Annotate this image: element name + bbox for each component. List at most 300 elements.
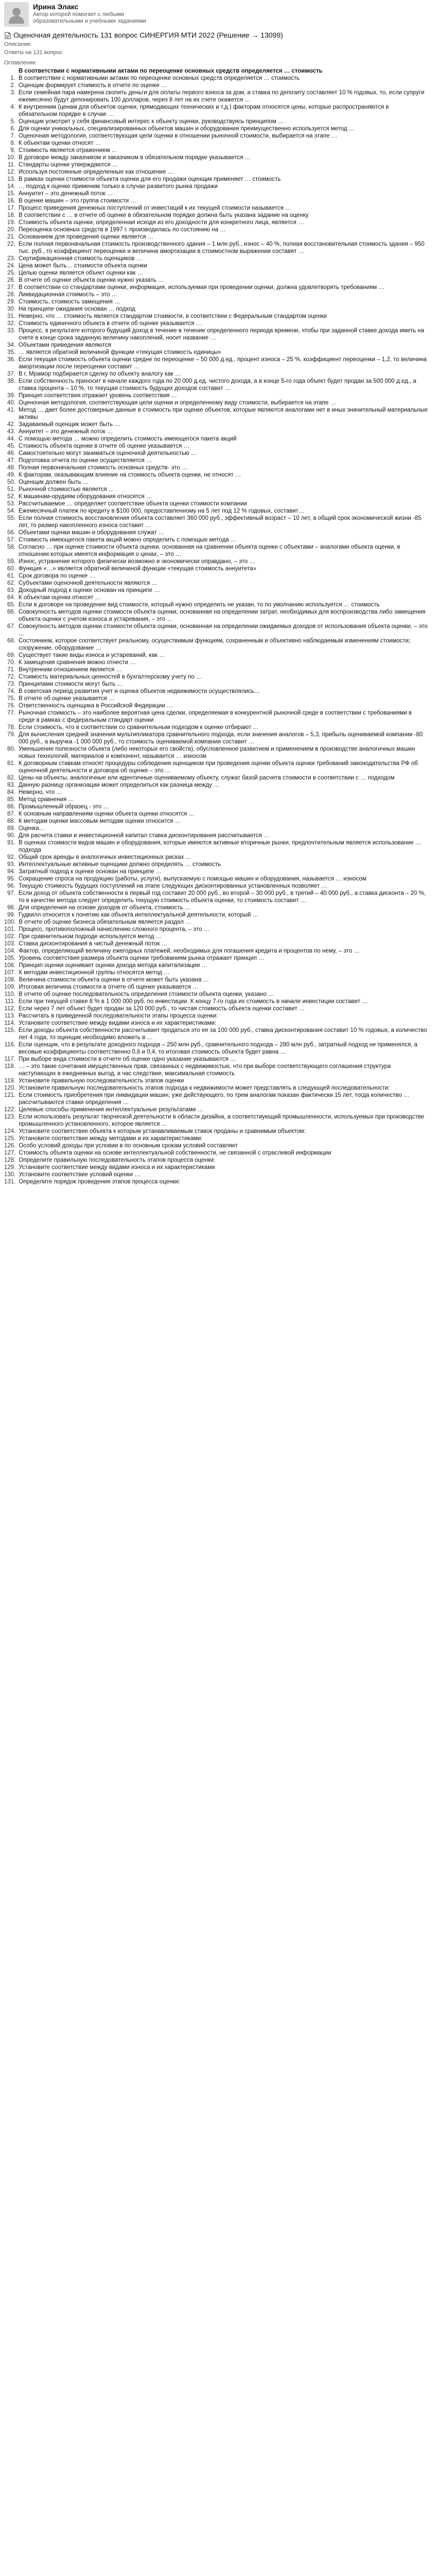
question-text: Совокупность методов оценки стоимости объекта оценки, основанная на определении затрат, необходимых для воспроизводства либо замещения объекта оценки с учетом износа и устаревания, – это … <box>19 609 426 622</box>
question-text: Доходный подход к оценке основан на принципе … <box>19 587 160 594</box>
list-item <box>4 284 432 291</box>
question-text: К договорным ставкам относят процедуры соблюдения оценщиком при проведения оценки объекта оценки требований законодательства РФ об оценочной деятельности и договора об оценке – это … <box>19 760 418 774</box>
list-item <box>4 212 432 219</box>
question-number: 109. <box>4 984 16 990</box>
list-item <box>4 940 432 947</box>
question-text: Процесс приведения денежных поступлений от инвестиций к их текущей стоимости называется … <box>19 205 291 211</box>
question-text: Ликвидационная стоимость – это … <box>19 292 118 298</box>
question-number: 102. <box>4 934 16 940</box>
question-text: Установите соответствие между видами износа и их характеристиками: <box>19 1020 217 1026</box>
list-item <box>4 666 432 673</box>
question-text: Метод … дает более достоверные данные в стоимость при оценке объектов, которые являются аналогами нет в иных значительный материальные активы <box>19 407 428 420</box>
question-text: При выборе вида стоимости в отчете об оценке одно указание указываются … <box>19 1056 236 1062</box>
question-number: 103. <box>4 941 16 947</box>
list-item <box>4 695 432 702</box>
question-number: 81. <box>7 760 15 767</box>
question-number: 16. <box>7 198 15 204</box>
question-number: 120. <box>4 1085 16 1091</box>
list-item <box>4 774 432 782</box>
question-number: 26. <box>7 277 15 283</box>
question-number: 74. <box>7 688 15 694</box>
question-number: 130. <box>4 1172 16 1178</box>
list-item <box>4 1092 432 1106</box>
list-item <box>4 947 432 955</box>
question-number: 95. <box>7 876 15 882</box>
list-item <box>4 154 432 161</box>
question-text: К машинам-орудиям оборудования относятся … <box>19 494 152 500</box>
question-number: 25. <box>7 270 15 276</box>
question-text: К методам оценки массовым методам оценки относится … <box>19 818 181 824</box>
question-text: К объектам оценки относят … <box>19 595 101 601</box>
list-item <box>4 890 432 904</box>
question-number: 44. <box>7 436 15 442</box>
question-text: Основанием для проведения оценки является … <box>19 234 154 240</box>
question-text: К объектам оценки относят … <box>19 140 101 146</box>
list-item <box>4 1005 432 1012</box>
list-item <box>4 875 432 883</box>
question-text: Неверно, что … стоимость является стандартом стоимости, в соответствии с Федеральным стандартом оценки <box>19 313 327 319</box>
user-silhouette-icon <box>6 4 27 25</box>
question-text: Оценщик должен быть … <box>19 479 89 485</box>
list-item <box>4 450 432 457</box>
question-text: Согласно … при оценке стоимости объекта оценки, основанная на сравнении объекта оценки с объектами – аналогами объекта оценки, в отношении которых имеется информация о ценах, – это … <box>19 544 400 557</box>
question-number: 107. <box>4 970 16 976</box>
question-number: 5. <box>10 118 15 125</box>
question-number: 99. <box>7 912 15 918</box>
question-text: Если оценщик, что в результате доходного подхода – 250 млн руб., сравнительного подхода – 280 млн руб., затратный подход не применялся, а весовые коэффициенты соответственно 0,6 и 0,4, то итоговая стоимость объекта будет равна … <box>19 1042 417 1055</box>
question-number: 88. <box>7 818 15 824</box>
question-text: Установите соответствие между видами износа и их характеристиками <box>19 1164 215 1171</box>
question-number: 69. <box>7 652 15 658</box>
question-number: 122. <box>4 1107 16 1113</box>
list-item <box>4 406 432 421</box>
question-number: 108. <box>4 977 16 983</box>
question-text: Целью оценки является объект оценки как … <box>19 270 144 276</box>
list-item <box>4 1128 432 1135</box>
question-text: Рыночной стоимостью является … <box>19 486 115 493</box>
question-number: 41. <box>7 407 15 413</box>
list-item <box>4 911 432 919</box>
document-icon <box>4 32 11 39</box>
question-number: 4. <box>10 104 15 110</box>
list-item <box>4 565 432 572</box>
list-item <box>4 255 432 262</box>
list-item <box>4 933 432 940</box>
list-item <box>4 709 432 724</box>
question-number: 90. <box>7 833 15 839</box>
question-text: В отчете об оценке указывается … <box>19 696 115 702</box>
question-text: Если в договоре на проведение вид стоимости, который нужно определить не указан, то по умолчанию используется … стоимость <box>19 602 380 608</box>
question-number: 33. <box>7 328 15 334</box>
question-number: 24. <box>7 263 15 269</box>
question-number: 42. <box>7 421 15 428</box>
question-number: 83. <box>7 782 15 788</box>
list-item <box>4 594 432 601</box>
question-text: Срок договора по оценке … <box>19 573 95 579</box>
question-number: 66. <box>7 609 15 615</box>
question-text: Если доход от объекта собственности в первый год составит 20 000 руб., во второй – 30 000 руб., в третий – 40 000 руб., а ставка дисконта – 20 %, то в качестве метода следует определить текущую стоимость объекта оценки, то стоимость составит … <box>19 890 426 904</box>
question-text: В отчете об оценке бизнеса обязательным является раздел … <box>19 919 191 925</box>
list-item <box>4 789 432 796</box>
question-text: Определите правильную последовательность этапов процесса оценки: <box>19 1157 216 1163</box>
question-text: Ответственность оценщика в Российской Федерации … <box>19 703 173 709</box>
question-text: Если при текущей ставке 8 % в 1 000 000 руб. по инвестиции. К концу 7-го года их стоимость в начале инвестиции составит … <box>19 998 368 1005</box>
list-item <box>4 241 432 255</box>
question-number: 27. <box>7 284 15 291</box>
list-item <box>4 471 432 479</box>
question-text: Принципами стоимости могут быть … <box>19 681 123 687</box>
list-item <box>4 515 432 529</box>
list-item <box>4 1077 432 1084</box>
question-number: 45. <box>7 443 15 449</box>
question-text: К факторам, оказывающим влияние на стоимость объекта оценки, не относят … <box>19 472 241 478</box>
question-text: Рассчитываемое … определяет соответствие объекта оценки стоимости компании <box>19 501 247 507</box>
question-number: 61. <box>7 573 15 579</box>
list-item <box>4 673 432 681</box>
list-item <box>4 572 432 580</box>
list-item <box>4 659 432 666</box>
question-number <box>4 67 19 75</box>
question-number: 47. <box>7 457 15 464</box>
list-item <box>4 320 432 327</box>
question-text: Если собственность приносит в начале каждого года по 20 000 д.ед. чистого дохода, а в конце 5-го года объект будет продан за 500 000 д.ед., а ставка процента – 10 %, то текущая стоимость будущих доходов составит … <box>19 378 416 392</box>
author-block <box>4 2 432 29</box>
question-number: 40. <box>7 400 15 406</box>
table-of-contents-label: Оглавление <box>4 60 36 66</box>
list-item <box>4 507 432 515</box>
list-item <box>4 125 432 132</box>
question-text: В соответствии с … в отчете об оценке в обязательном порядке должна быть указана задание на оценку <box>19 212 309 218</box>
list-item <box>4 262 432 269</box>
question-number: 57. <box>7 537 15 543</box>
question-text: Самостоятельно могут заниматься оценочной деятельностью … <box>19 450 197 456</box>
list-item <box>4 161 432 168</box>
question-number: 52. <box>7 494 15 500</box>
question-text: Существует такие виды износа и устареваний, как … <box>19 652 165 658</box>
list-item <box>4 652 432 659</box>
list-item <box>4 428 432 435</box>
question-number: 118. <box>4 1063 15 1070</box>
question-text: Рассчитать в приведенной последовательности этапы процесса оценки: <box>19 1013 218 1019</box>
question-text: Объектами приведения являются <box>19 342 111 348</box>
question-text: Процесс, в результате которого будущий доход в течение в течение определенного периода времени, чтобы при заданной ставке дохода иметь на счете в конце срока заданную величину накоплений, носит название … <box>19 328 424 341</box>
list-item <box>4 197 432 205</box>
question-number: 23. <box>7 256 15 262</box>
question-text: … подход к оценке применим только в случае развитого рынка продажи <box>19 183 218 190</box>
question-number: 64. <box>7 595 15 601</box>
question-text: Величина стоимости объекта оценки в отчете может быть указана … <box>19 977 210 983</box>
list-item <box>4 378 432 392</box>
question-number: 125. <box>4 1136 16 1142</box>
question-text: Установите правильную последовательность этапов подхода к недвижимости может представлять в следующей последовательности: <box>19 1085 390 1091</box>
question-number: 65. <box>7 602 15 608</box>
list-item <box>4 1027 432 1041</box>
list-item <box>4 168 432 176</box>
list-item <box>4 839 432 854</box>
question-number: 8. <box>10 140 15 146</box>
list-item <box>4 75 432 82</box>
question-text: Оценка… <box>19 825 45 832</box>
question-text: Для определения на основе доходов от объекта, стоимость … <box>19 905 191 911</box>
question-number: 72. <box>7 674 15 680</box>
question-text: Ежемесячный платеж по кредиту в $100 000, предоставленному на 5 лет под 12 % годовых, составит… <box>19 508 305 514</box>
question-text: К основным направлениям оценки объекта оценки относятся … <box>19 811 195 817</box>
question-number: 121. <box>4 1092 16 1098</box>
author-description: Автор которой помогает с любыми образовательными и учебными заданиями <box>33 11 146 24</box>
list-item <box>4 919 432 926</box>
question-text: В советская период развития учет и оценка объектов недвижимости осуществлялись… <box>19 688 260 694</box>
list-item <box>4 544 432 558</box>
question-number: 34. <box>7 342 15 348</box>
question-text: Промышленный образец - это … <box>19 804 109 810</box>
list-item <box>4 558 432 565</box>
list-item <box>4 580 432 587</box>
question-number: 94. <box>7 869 15 875</box>
question-text: Стоимость, стоимость замещения … <box>19 299 120 305</box>
list-item <box>4 298 432 306</box>
question-text: Сокращение спроса на продукцию (работы, услуги), выпускаемую с помощью машин и оборудования, называется … износом <box>19 876 367 882</box>
list-item <box>4 926 432 933</box>
list-item <box>4 104 432 118</box>
list-item <box>4 1149 432 1157</box>
question-text: Оценочная методология, соответствующая цели оценки в отношении рыночной стоимости, выбирается на этапе … <box>19 133 338 139</box>
question-number: 110. <box>4 991 15 997</box>
question-text: Совокупность методов оценки стоимости объекта оценки, основанная на определении ожидаемых доходов от использования объекта оценки, – это … <box>19 623 428 637</box>
list-item <box>4 479 432 486</box>
list-item <box>4 277 432 284</box>
question-number: 54. <box>7 508 15 514</box>
list-item <box>4 984 432 991</box>
list-item <box>4 147 432 154</box>
list-item <box>4 1171 432 1178</box>
question-number: 50. <box>7 479 15 485</box>
list-item <box>4 493 432 500</box>
list-item <box>4 349 432 356</box>
question-text: Если доходы объекта собственности рассчитывает продаться это ее за 100 000 руб., ставка дисконтирования составит 10 % годовых, а количество лет 4 года, то оценщик необходимо вложить в … <box>19 1027 427 1041</box>
question-number: 78. <box>7 724 15 731</box>
question-number: 117. <box>4 1056 15 1062</box>
question-number: 10. <box>7 155 15 161</box>
avatar[interactable] <box>4 2 29 27</box>
question-number: 82. <box>7 775 15 781</box>
question-number: 48. <box>7 465 15 471</box>
question-number: 119. <box>4 1078 15 1084</box>
document-title: Оценочная деятельность 131 вопрос СИНЕРГИЯ МТИ 2022 (Решение → 13099) <box>13 31 283 39</box>
list-item <box>4 608 432 623</box>
question-number: 89. <box>7 825 15 832</box>
question-number: 13. <box>7 176 15 182</box>
list-item <box>4 1164 432 1171</box>
question-text: Задаваемый оценщик может быть … <box>19 421 120 428</box>
question-number: 19. <box>7 219 15 226</box>
question-text: Если полная первоначальная стоимость производственного здания – 1 млн руб., износ – 40 %, полная восстановительная стоимость здания – 950 тыс. руб., то коэффициент переоценки и величина амортизации в стоимостном выражении составят … <box>19 241 425 255</box>
question-number: 60. <box>7 566 15 572</box>
question-text: Метод сравнения … <box>19 796 75 803</box>
list-item <box>4 1157 432 1164</box>
list-item <box>4 176 432 183</box>
question-number: 17. <box>7 205 15 211</box>
question-number: 70. <box>7 659 15 666</box>
list-item <box>4 392 432 399</box>
list-item <box>4 140 432 147</box>
question-number: 114. <box>4 1020 15 1026</box>
list-item <box>4 1135 432 1142</box>
list-item <box>4 421 432 428</box>
question-text: Износ, устранение которого физически возможно и экономически оправдано, – это … <box>19 558 255 565</box>
list-item <box>4 486 432 493</box>
question-number: 112. <box>4 1006 15 1012</box>
document-meta-value: Ответы на 131 вопрос <box>4 49 63 56</box>
question-text: Процесс, противоположный начислению сложного процента, – это … <box>19 926 210 933</box>
question-text: Рыночная стоимость – это наиболее вероятная цена сделки, определяемая в конкурентной рыночной среде в соответствии с требованиями в среде в рамках с федеральным стандарт оценки <box>19 710 412 723</box>
question-number: 7. <box>10 133 15 139</box>
list-item <box>4 883 432 890</box>
list-item <box>4 724 432 731</box>
question-text: В договоре между заказчиком и заказчиком в обязательном порядке указывается … <box>19 155 251 161</box>
question-text: В рамках оценки стоимости объекта оценки для его продажи оценщик применяет … стоимость <box>19 176 281 182</box>
list-item <box>4 435 432 443</box>
list-item <box>4 190 432 197</box>
question-number: 71. <box>7 667 15 673</box>
question-number: 91. <box>7 840 15 846</box>
list-item <box>4 443 432 450</box>
list-item <box>4 291 432 298</box>
question-number: 55. <box>7 515 15 521</box>
list-item <box>4 1063 432 1077</box>
question-text: В отчете об оценке объекта оценки нужно указать … <box>19 277 164 283</box>
question-number: 36. <box>7 357 15 363</box>
question-text: Аннуитет – это денежный поток … <box>19 191 113 197</box>
question-number: 29. <box>7 299 15 305</box>
question-text: Особо условий доходы при условии в по основным срокам условий составляет <box>19 1143 238 1149</box>
question-text: Уровень соответствия размера объекта оценки требованиям рынка отражает принцип … <box>19 955 265 961</box>
question-number: 124. <box>4 1128 16 1134</box>
question-number: 18. <box>7 212 15 218</box>
list-item <box>4 904 432 911</box>
question-number: 98. <box>7 905 15 911</box>
list-item <box>4 601 432 608</box>
question-text: Стандарты оценки утверждаются … <box>19 162 118 168</box>
question-text: Общий срок аренды в аналогичных инвестиционных рисках … <box>19 854 191 860</box>
question-text: Установите соответствие между методами и их характеристиками: <box>19 1136 203 1142</box>
list-item <box>4 399 432 406</box>
list-item <box>4 1012 432 1020</box>
question-number: 49. <box>7 472 15 478</box>
question-text: Затратный подход к оценке основан на принципе … <box>19 869 162 875</box>
question-number: 31. <box>7 313 15 319</box>
list-item <box>4 1020 432 1027</box>
list-item <box>4 457 432 464</box>
question-number: 14. <box>7 183 15 190</box>
question-text: Подготовка отчета по оценке осуществляется … <box>19 457 152 464</box>
question-text: Оценочная методология, соответствующая цели оценки и определенному виду стоимости, выбирается на этапе … <box>19 400 337 406</box>
question-number: 84. <box>7 789 15 795</box>
list-item <box>4 500 432 507</box>
question-number: 51. <box>7 486 15 493</box>
question-number: 92. <box>7 854 15 860</box>
list-item <box>4 226 432 233</box>
question-number: 12. <box>7 169 15 175</box>
question-number: 43. <box>7 429 15 435</box>
question-text: Установите правильную последовательность этапов оценки <box>19 1078 184 1084</box>
list-item <box>4 342 432 349</box>
list-item <box>4 233 432 241</box>
question-number: 59. <box>7 558 15 565</box>
document-meta-label: Описание: <box>4 41 32 47</box>
list-item <box>4 327 432 342</box>
list-item <box>4 976 432 984</box>
question-text: Субъектами оценочной деятельности являются … <box>19 580 158 586</box>
list-item <box>4 818 432 825</box>
question-number: 93. <box>7 861 15 868</box>
list-item <box>4 1056 432 1063</box>
question-number: 106. <box>4 962 16 969</box>
list-item <box>4 745 432 760</box>
question-text: Данную разницу организации может определиться как разница между … <box>19 782 220 788</box>
question-number: 6. <box>10 126 15 132</box>
list-item <box>4 955 432 962</box>
author-name[interactable]: Ирина Элакс <box>33 3 79 11</box>
list-item <box>4 1113 432 1128</box>
list-item <box>4 132 432 140</box>
list-item <box>4 529 432 536</box>
list-item <box>4 637 432 652</box>
question-text: Стоимость является отражением … <box>19 147 118 154</box>
question-text: Текущую стоимость будущих поступлений на этапе следующих дисконтированных установленных позволяет … <box>19 883 327 889</box>
list-item <box>4 825 432 832</box>
question-number: 35. <box>7 349 15 355</box>
list-item <box>4 688 432 695</box>
question-text: Состоянием, которое соответствует реальному, осуществимым функциям, сохраненным и объективно наблюдаемым изменениям стоимости; сооружение, оборудование … <box>19 638 411 651</box>
question-number: 9. <box>10 147 15 154</box>
list-item <box>4 803 432 810</box>
question-number: 73. <box>7 681 15 687</box>
question-number: 85. <box>7 796 15 803</box>
question-text: Для оценки уникальных, специализированных объектов машин и оборудования преимущественно используется метод … <box>19 126 355 132</box>
list-item <box>4 269 432 277</box>
question-number: 32. <box>7 320 15 327</box>
list-item <box>4 370 432 378</box>
question-text: Если стоимость, что в соответствии со сравнительным подходом к оценке отбирают … <box>19 724 259 731</box>
question-text: Принцип оценки оценивает оценки дохода метода капитализации … <box>19 962 207 969</box>
question-text: В оценках стоимости видов машин и оборудования, которые имеются активные вторичные рынки, предпочтительным является использование … подхода <box>19 840 422 853</box>
question-text: Для расчета ставки и инвестиционной капитал ставка дисконтирования рассчитывается … <box>19 833 270 839</box>
list-item <box>4 118 432 125</box>
question-number: 96. <box>7 883 15 889</box>
question-text: Итоговая величина стоимости в отчете об оценке указывается … <box>19 984 199 990</box>
question-text: Установите соответствие условий оценки … <box>19 1172 141 1178</box>
question-text: При сравнительном подходе используется метод … <box>19 934 162 940</box>
question-number: 1. <box>10 75 15 81</box>
list-item <box>4 810 432 818</box>
question-text: Стоимость единичного объекта в отчете об оценке указывается … <box>19 320 202 327</box>
list-item <box>4 832 432 839</box>
question-number: 22. <box>7 241 15 247</box>
question-number: 131. <box>4 1179 16 1185</box>
question-text: … является обратной величиной функции «текущая стоимость единицы» <box>19 349 221 355</box>
list-item <box>4 998 432 1005</box>
question-number: 2. <box>10 82 15 89</box>
question-number: 20. <box>7 227 15 233</box>
question-number: 58. <box>7 544 15 550</box>
question-text: Переоценка основных средств в 1997 г. производилась по состоянию на … <box>19 227 226 233</box>
question-number: 30. <box>7 306 15 312</box>
question-text: Фактор, определяющий величину ежегодных платежей, необходимых для погашения кредита и процентов по нему, – это … <box>19 948 360 954</box>
question-text: Функция «…» является обратной величиной функции «текущая стоимость аннуитета» <box>19 566 256 572</box>
list-item <box>4 854 432 861</box>
question-text: Целевые способы применения интеллектуальные результатами … <box>19 1107 204 1113</box>
question-text: Если текущая стоимость объекта оценки средне по переоценке – 50 000 д.ед., процент износа – 25 %, коэффициент переоценки – 1,2, то величина амортизации после переоценки составит … <box>19 357 427 370</box>
